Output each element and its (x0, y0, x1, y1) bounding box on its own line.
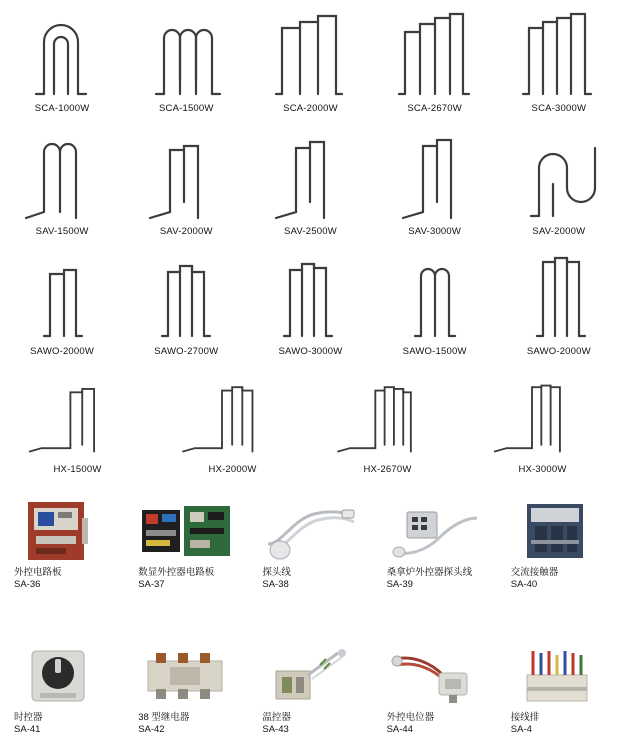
heater-code: SAWO-2700W (154, 346, 219, 357)
heater-code: SAV-3000W (408, 226, 462, 237)
accessory-row-1 (0, 500, 621, 591)
accessory-code: SA-38 (262, 579, 289, 590)
accessory-name: 交流接触器 (510, 567, 559, 578)
heater-element-icon (7, 252, 117, 340)
heater-cell (373, 8, 497, 114)
heater-cell (155, 374, 310, 475)
potentiometer-photo (387, 645, 483, 707)
heater-element-icon (255, 252, 365, 340)
heater-cell (124, 128, 248, 237)
heater-code: SCA-2000W (283, 103, 338, 114)
heater-cell (124, 252, 248, 357)
control-board-red-photo (14, 500, 110, 562)
accessory-name: 38 型继电器 (138, 712, 190, 723)
heater-element-icon (131, 128, 241, 220)
heater-cell (373, 252, 497, 357)
heater-cell (124, 8, 248, 114)
accessory-cell (124, 645, 248, 736)
heater-element-icon (380, 128, 490, 220)
accessory-name: 桑拿炉外控器探头线 (386, 567, 473, 578)
accessory-name: 数显外控器电路板 (138, 567, 215, 578)
accessory-cell (373, 500, 497, 591)
timer-knob-photo (14, 645, 110, 707)
heater-element-icon (131, 252, 241, 340)
accessory-cell (248, 500, 372, 591)
heater-cell (0, 252, 124, 357)
accessory-cell (497, 645, 621, 736)
accessory-cell (497, 500, 621, 591)
accessory-name: 探头线 (262, 567, 291, 578)
heater-code: SAWO-2000W (526, 346, 591, 357)
accessory-code: SA-43 (262, 724, 289, 735)
heater-element-icon (333, 374, 443, 458)
heater-cell (465, 374, 620, 475)
accessory-cell (0, 500, 124, 591)
accessory-row-2 (0, 645, 621, 736)
terminal-strip-photo (511, 645, 607, 707)
accessory-name: 时控器 (14, 712, 43, 723)
heater-code: HX-1500W (53, 464, 102, 475)
sauna-sensor-panel-photo (387, 500, 483, 562)
heater-element-icon (23, 374, 133, 458)
heater-code: HX-2000W (208, 464, 257, 475)
accessory-cell (373, 645, 497, 736)
relay-38-photo (138, 645, 234, 707)
heater-element-icon (488, 374, 598, 458)
accessory-code: SA-40 (510, 579, 538, 590)
heater-cell (497, 8, 621, 114)
heater-element-icon (504, 128, 614, 220)
accessory-name: 接线排 (510, 712, 540, 723)
accessory-code: SA-4 (510, 724, 532, 735)
accessory-code: SA-42 (138, 724, 165, 735)
heater-cell (497, 252, 621, 357)
heater-element-icon (131, 8, 241, 96)
heater-element-icon (504, 8, 614, 96)
digital-board-green-photo (138, 500, 234, 562)
heater-cell (0, 128, 124, 237)
heater-element-icon (504, 252, 614, 340)
heater-row-sav (0, 128, 621, 237)
heater-cell (0, 8, 124, 114)
heater-code: SAV-2000W (532, 226, 586, 237)
heater-code: SCA-1500W (158, 103, 214, 114)
heater-code: SAV-2500W (284, 226, 337, 237)
heater-code: SAWO-1500W (402, 346, 467, 357)
accessory-name: 外控电位器 (386, 712, 435, 723)
heater-code: SCA-2670W (407, 103, 462, 114)
heater-code: SAWO-2000W (30, 346, 95, 357)
ac-contactor-photo (511, 500, 607, 562)
heater-code: HX-2670W (363, 464, 412, 475)
heater-row-sawo (0, 252, 621, 357)
heater-element-icon (178, 374, 288, 458)
heater-element-icon (255, 8, 365, 96)
heater-cell (373, 128, 497, 237)
sensor-cable-photo (262, 500, 358, 562)
heater-cell (310, 374, 465, 475)
accessory-code: SA-41 (14, 724, 41, 735)
accessory-name: 外控电路板 (14, 567, 62, 578)
accessory-cell (124, 500, 248, 591)
accessory-code: SA-37 (138, 579, 165, 590)
heater-cell (497, 128, 621, 237)
accessory-cell (0, 645, 124, 736)
heater-row-sca (0, 8, 621, 114)
heater-element-icon (7, 8, 117, 96)
accessory-code: SA-44 (386, 724, 413, 735)
heater-code: SAV-2000W (159, 226, 213, 237)
heater-code: SAWO-3000W (278, 346, 343, 357)
accessory-code: SA-36 (14, 579, 41, 590)
heater-cell (248, 128, 372, 237)
thermostat-photo (262, 645, 358, 707)
heater-row-hx (0, 374, 621, 475)
heater-cell (0, 374, 155, 475)
accessory-cell (248, 645, 372, 736)
accessory-code: SA-39 (386, 579, 413, 590)
heater-element-icon (7, 128, 117, 220)
heater-code: SCA-3000W (531, 103, 587, 114)
accessory-name: 温控器 (262, 712, 291, 723)
heater-code: SCA-1000W (34, 103, 90, 114)
heater-code: HX-3000W (518, 464, 567, 475)
heater-element-icon (380, 8, 490, 96)
heater-code: SAV-1500W (35, 226, 89, 237)
heater-cell (248, 252, 372, 357)
heater-element-icon (255, 128, 365, 220)
heater-cell (248, 8, 372, 114)
heater-element-icon (380, 252, 490, 340)
